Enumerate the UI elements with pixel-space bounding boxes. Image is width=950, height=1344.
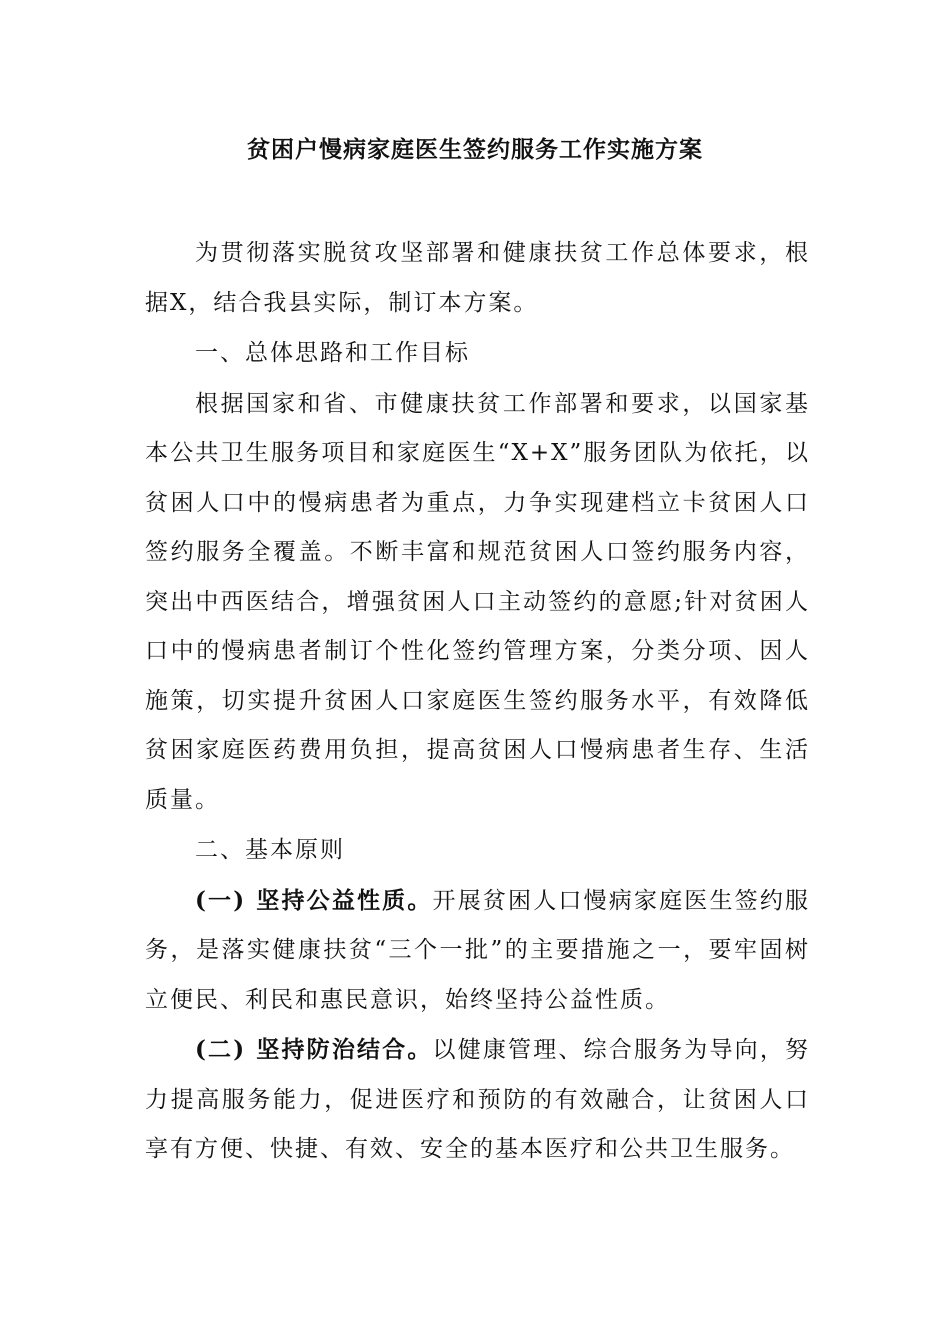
paragraph-text: 以健康管理、综合服务为导向，努力提高服务能力，促进医疗和预防的有效融合，让贫困人口享有方便、快捷、有效、安全的基本医疗和公共卫生服务。 [145, 1037, 810, 1162]
document-title: 贫困户慢病家庭医生签约服务工作实施方案 [247, 136, 703, 163]
paragraph-intro [145, 228, 810, 328]
section-heading-1 [145, 328, 810, 379]
paragraph-text: 开展贫困人口慢病家庭医生签约服务，是落实健康扶贫“三个一批”的主要措施之一，要牢固树立便民、利民和惠民意识，始终坚持公益性质。 [145, 887, 810, 1013]
paragraph-text: 二、基本原则 [195, 837, 345, 863]
principle-1 [145, 876, 810, 1026]
paragraph-text: 根据国家和省、市健康扶贫工作部署和要求，以国家基本公共卫生服务项目和家庭医生“X+X”服务团队为依托，以贫困人口中的慢病患者为重点，力争实现建档立卡贫困人口签约服务全覆盖。不断丰富和规范贫困人口签约服务内容，突出中西医结合，增强贫困人口主动签约的意愿;针对贫困人口中的慢病患者制订个性化签约管理方案，分类分项、因人施策，切实提升贫困人口家庭医生签约服务水平，有效降低贫困家庭医药费用负担，提高贫困人口慢病患者生存、生活质量。 [145, 390, 810, 813]
paragraph-goals [145, 379, 810, 826]
paragraph-bold-lead: (一) 坚持公益性质。 [195, 886, 433, 914]
section-heading-2 [145, 825, 810, 876]
paragraph-text: 为贯彻落实脱贫攻坚部署和健康扶贫工作总体要求，根据X，结合我县实际，制订本方案。 [145, 240, 810, 316]
paragraph-text: 一、总体思路和工作目标 [195, 340, 470, 366]
principle-2 [145, 1025, 810, 1175]
document-body [145, 228, 810, 1175]
paragraph-bold-lead: (二) 坚持防治结合。 [195, 1036, 433, 1063]
